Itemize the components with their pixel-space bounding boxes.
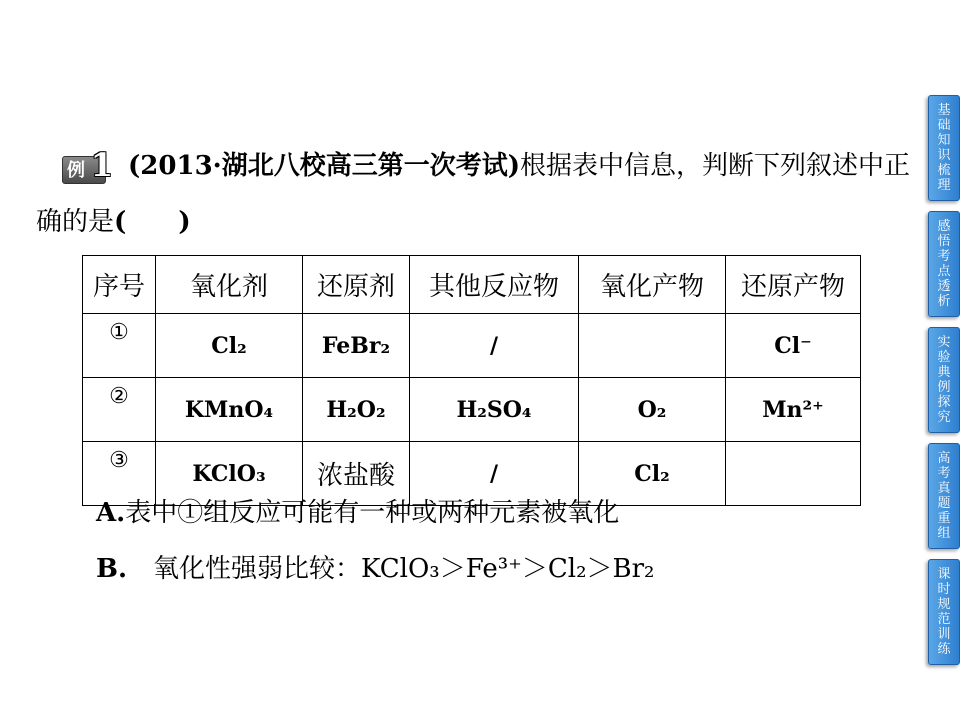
- header-cell: 还原产物: [726, 256, 861, 314]
- question-text: 根据表中信息，判断下列叙述中正确的是: [36, 151, 911, 237]
- sidebar-tab-basics[interactable]: 基 础 知 识 梳 理: [928, 95, 960, 201]
- reductant-cell: FeBr₂: [303, 314, 410, 378]
- option-b-text: 氧化性强弱比较：KClO₃＞Fe³⁺＞Cl₂＞Br₂: [153, 554, 655, 584]
- option-b-label: B.: [96, 554, 128, 584]
- sidebar-tab-exam[interactable]: 高 考 真 题 重 组: [928, 443, 960, 549]
- row-index: ②: [83, 378, 156, 442]
- example-number: 1: [90, 146, 113, 184]
- header-cell: 其他反应物: [410, 256, 579, 314]
- table-header-row: [83, 256, 861, 314]
- sidebar-tab-practice[interactable]: 课 时 规 范 训 练: [928, 559, 960, 665]
- option-b: [96, 548, 654, 585]
- header-cell: 还原剂: [303, 256, 410, 314]
- reductant-cell: H₂O₂: [303, 378, 410, 442]
- sidebar-tab-analysis[interactable]: 感 悟 考 点 透 析: [928, 211, 960, 317]
- option-a-label: A.: [96, 498, 126, 528]
- question-stem: [36, 138, 916, 250]
- answer-paren: ( ): [114, 207, 191, 237]
- oxidant-cell: KClO₃: [156, 442, 303, 506]
- reduction-product-cell: Mn²⁺: [726, 378, 861, 442]
- sidebar-tab-examples[interactable]: 实 验 典 例 探 究: [928, 327, 960, 433]
- example-badge: 例 1: [62, 156, 106, 184]
- reduction-product-cell: [726, 442, 861, 506]
- oxidation-product-cell: Cl₂: [579, 442, 726, 506]
- question-source: (2013·湖北八校高三第一次考试): [128, 151, 521, 181]
- header-cell: 氧化产物: [579, 256, 726, 314]
- header-cell: 序号: [83, 256, 156, 314]
- header-cell: 氧化剂: [156, 256, 303, 314]
- oxidation-product-cell: [579, 314, 726, 378]
- reductant-cell: 浓盐酸: [303, 442, 410, 506]
- other-reactant-cell: /: [410, 442, 579, 506]
- table-row: [83, 314, 861, 378]
- other-reactant-cell: /: [410, 314, 579, 378]
- oxidant-cell: Cl₂: [156, 314, 303, 378]
- row-index: ③: [83, 442, 156, 506]
- table-row: [83, 378, 861, 442]
- option-a: [96, 492, 619, 529]
- oxidant-cell: KMnO₄: [156, 378, 303, 442]
- row-index: ①: [83, 314, 156, 378]
- oxidation-product-cell: O₂: [579, 378, 726, 442]
- option-a-text: 表中①组反应可能有一种或两种元素被氧化: [125, 498, 620, 528]
- sidebar-nav: [928, 95, 958, 675]
- other-reactant-cell: H₂SO₄: [410, 378, 579, 442]
- reduction-product-cell: Cl⁻: [726, 314, 861, 378]
- reaction-table: [82, 255, 861, 506]
